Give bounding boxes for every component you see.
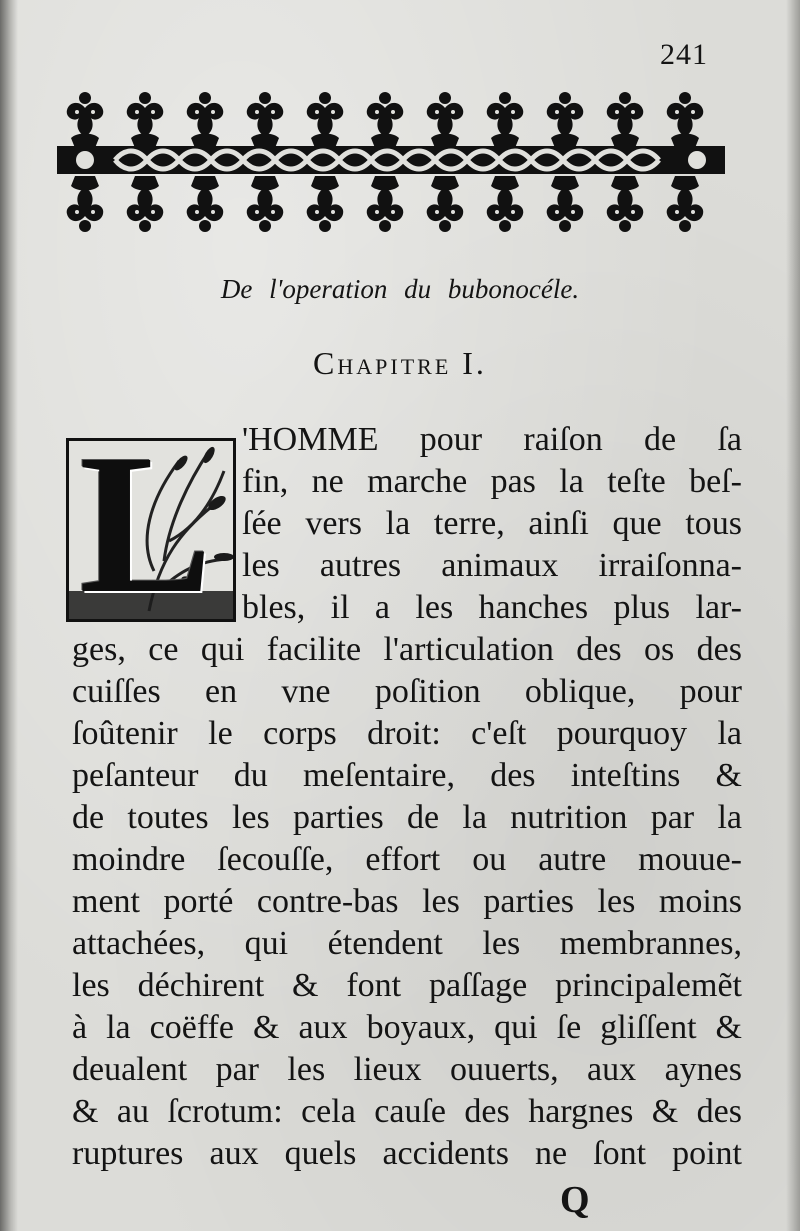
ornamental-headpiece xyxy=(55,78,727,246)
page-number: 241 xyxy=(660,38,708,71)
chapter-heading: Chapitre I. xyxy=(313,345,487,381)
body-line: les déchirent & font paſſage principalemẽt xyxy=(72,967,742,1004)
body-line: ruptures aux quels accidents ne ſont point xyxy=(72,1135,742,1172)
section-title: De l'operation du bubonocéle. xyxy=(220,274,580,304)
body-line: à la coëffe & aux boyaux, qui ſe gliſſent & xyxy=(72,1009,742,1046)
body-line: peſanteur du meſentaire, des inteſtins & xyxy=(72,757,742,794)
catchword: Q xyxy=(560,1179,590,1221)
body-line: les autres animaux irraiſonna- xyxy=(242,547,742,584)
drop-cap-letter: L xyxy=(79,414,213,635)
body-line: ges, ce qui facilite l'articulation des os des xyxy=(72,631,742,668)
body-line: cuiſſes en vne poſition oblique, pour xyxy=(72,673,742,710)
body-line: & au ſcrotum: cela cauſe des hargnes & des xyxy=(72,1093,742,1130)
body-line: deualent par les lieux ouuerts, aux aynes xyxy=(72,1051,742,1088)
body-line: moindre ſecouſſe, effort ou autre mouue- xyxy=(72,841,742,878)
body-line: 'HOMME pour raiſon de ſa xyxy=(242,421,742,458)
body-line: fin, ne marche pas la teſte beſ- xyxy=(242,463,742,500)
body-line: attachées, qui étendent les membrannes, xyxy=(72,925,742,962)
body-line: ſoûtenir le corps droit: c'eſt pourquoy la xyxy=(72,715,742,752)
decorated-initial xyxy=(66,414,236,635)
body-line: ment porté contre-bas les parties les moins xyxy=(72,883,742,920)
body-line: de toutes les parties de la nutrition par la xyxy=(72,799,742,836)
page-edge-shadow xyxy=(786,0,800,1231)
body-line: ſée vers la terre, ainſi que tous xyxy=(242,505,742,542)
body-line: bles, il a les hanches plus lar- xyxy=(242,589,742,626)
page-gutter-shadow xyxy=(0,0,18,1231)
